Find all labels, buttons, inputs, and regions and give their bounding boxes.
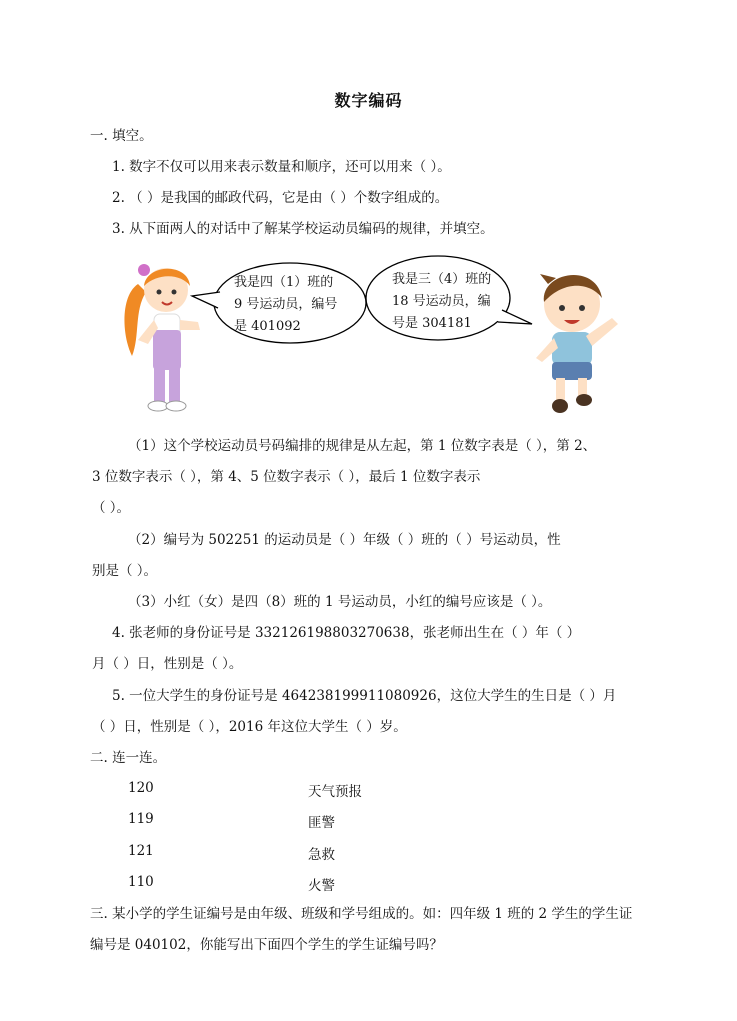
- bubble-right-line-1: 我是三（4）班的: [392, 272, 492, 287]
- match-right-item: 天气预报: [308, 784, 362, 800]
- question-3-2-line-1: （2）编号为 502251 的运动员是（ ）年级（ ）班的（ ）号运动员，性: [128, 532, 561, 548]
- section1-heading: 一. 填空。: [90, 128, 153, 144]
- question-3-1-line-3: （ ）。: [92, 500, 131, 516]
- match-right-item: 火警: [308, 878, 335, 894]
- boy-illustration: [526, 262, 624, 418]
- bubble-left-line-2: 9 号运动员，编号: [234, 297, 338, 312]
- match-left-item: 121: [128, 843, 154, 859]
- question-3-1-line-2: 3 位数字表示（ ），第 4、5 位数字表示（ ），最后 1 位数字表示: [92, 469, 481, 485]
- question-3-2-line-2: 别是（ ）。: [92, 563, 158, 579]
- bubble-right-line-3: 号是 304181: [392, 316, 472, 331]
- question-2: 2. （ ）是我国的邮政代码，它是由（ ）个数字组成的。: [112, 190, 449, 206]
- match-left-item: 120: [128, 780, 154, 796]
- section2-heading: 二. 连一连。: [90, 750, 167, 766]
- question-1: 1. 数字不仅可以用来表示数量和顺序，还可以用来（ ）。: [112, 159, 451, 175]
- question-4-line-1: 4. 张老师的身份证号是 332126198803270638，张老师出生在（ ）年（ ）: [112, 625, 581, 641]
- question-4-line-2: 月（ ）日，性别是（ ）。: [92, 656, 243, 672]
- question-5-line-2: （ ）日，性别是（ ），2016 年这位大学生（ ）岁。: [92, 719, 407, 735]
- match-left-item: 110: [128, 874, 154, 890]
- match-right-item: 匪警: [308, 815, 335, 831]
- match-left-item: 119: [128, 811, 154, 827]
- bubble-left-line-1: 我是四（1）班的: [234, 275, 334, 290]
- section3-line-2: 编号是 040102，你能写出下面四个学生的学生证编号吗？: [90, 937, 443, 953]
- bubble-right-line-2: 18 号运动员，编: [392, 294, 491, 309]
- bubble-left-line-3: 是 401092: [234, 319, 301, 334]
- match-right-item: 急救: [308, 847, 335, 863]
- question-3: 3. 从下面两人的对话中了解某学校运动员编码的规律，并填空。: [112, 221, 494, 237]
- question-5-line-1: 5. 一位大学生的身份证号是 464238199911080926，这位大学生的生日是（ ）月: [112, 688, 617, 704]
- question-3-3: （3）小红（女）是四（8）班的 1 号运动员，小红的编号应该是（ ）。: [128, 594, 552, 610]
- question-3-1-line-1: （1）这个学校运动员号码编排的规律是从左起，第 1 位数字表是（ ），第 2、: [128, 438, 597, 454]
- section3-line-1: 三. 某小学的学生证编号是由年级、班级和学号组成的。如：四年级 1 班的 2 学生的学生证: [90, 906, 633, 922]
- page-title: 数字编码: [334, 91, 403, 110]
